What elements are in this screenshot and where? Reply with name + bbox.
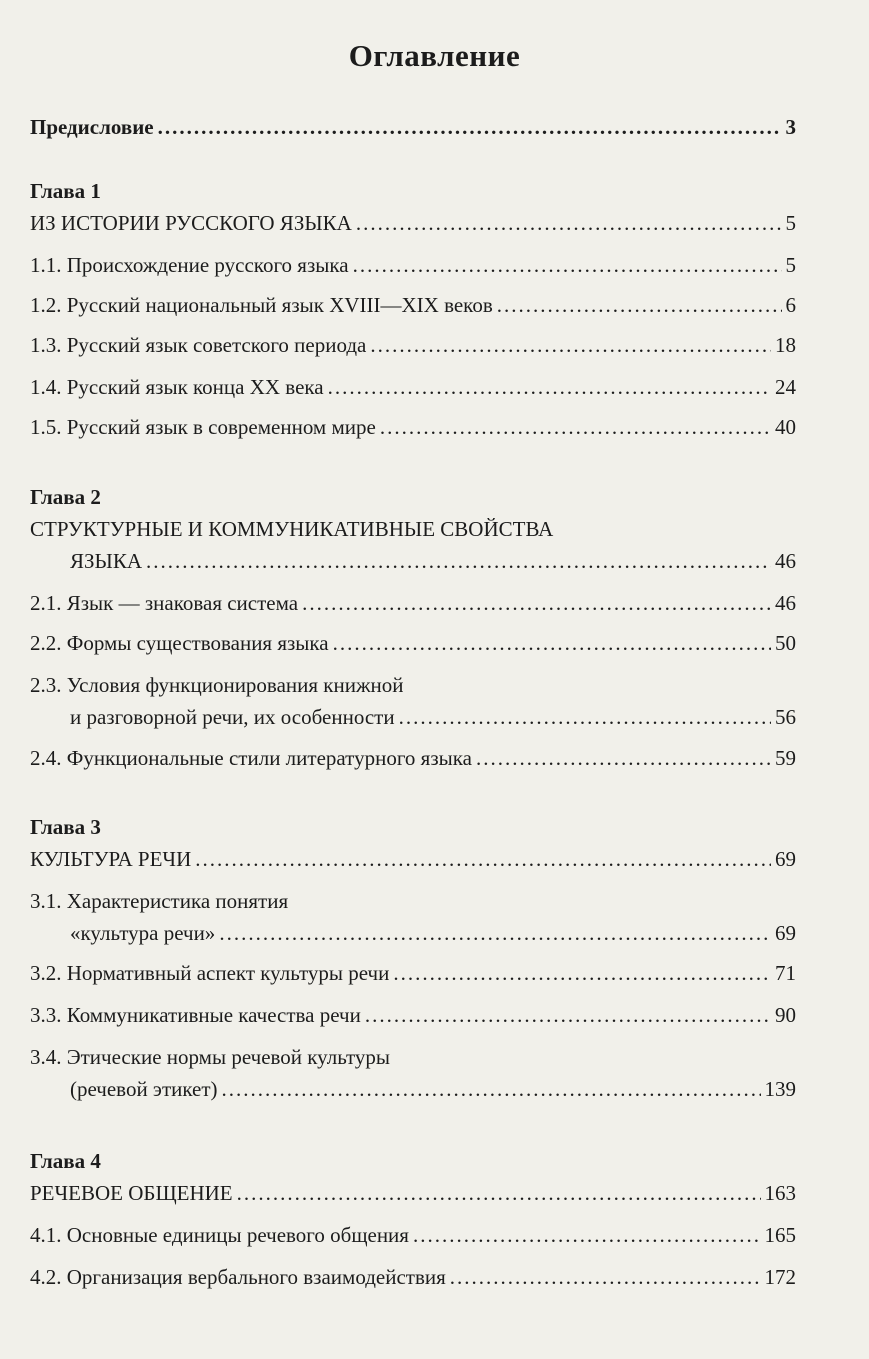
- leader-dots: [222, 1076, 761, 1102]
- entry-page: 172: [764, 1265, 796, 1289]
- entry-label: 2.1. Язык — знаковая система: [30, 591, 299, 615]
- entry-label: 3.2. Нормативный аспект культуры речи: [30, 961, 390, 985]
- entry-page: 5: [785, 253, 796, 277]
- toc-entry-section: [30, 1002, 796, 1028]
- section-label-line1: 2.3. Условия функционирования книжной: [30, 673, 404, 697]
- entry-page: 50: [775, 631, 796, 655]
- entry-label: (речевой этикет): [70, 1077, 218, 1101]
- entry-label: РЕЧЕВОЕ ОБЩЕНИЕ: [30, 1181, 233, 1205]
- entry-label: и разговорной речи, их особенности: [70, 705, 395, 729]
- leader-dots: [380, 414, 771, 440]
- chapter-heading: Глава 4: [30, 1149, 101, 1173]
- toc-entry-section: [30, 1264, 796, 1290]
- leader-dots: [497, 292, 782, 318]
- entry-page: 69: [775, 921, 796, 945]
- entry-label: 1.2. Русский национальный язык XVIII—XIX веков: [30, 293, 493, 317]
- chapter-name: СТРУКТУРНЫЕ И КОММУНИКАТИВНЫЕ СВОЙСТВА: [30, 517, 554, 541]
- toc-entry-chapter: [30, 1180, 796, 1206]
- toc-entry-section: [70, 704, 796, 730]
- leader-dots: [356, 210, 782, 236]
- leader-dots: [328, 374, 771, 400]
- entry-label: ЯЗЫКА: [70, 549, 143, 573]
- entry-label: 4.2. Организация вербального взаимодействия: [30, 1265, 446, 1289]
- entry-label: «культура речи»: [70, 921, 216, 945]
- entry-page: 59: [775, 746, 796, 770]
- toc-entry-chapter: [30, 210, 796, 236]
- entry-page: 69: [775, 847, 796, 871]
- toc-entry-section: [30, 414, 796, 440]
- toc-entry-preface: [30, 114, 796, 140]
- entry-page: 163: [764, 1181, 796, 1205]
- entry-page: 139: [764, 1077, 796, 1101]
- entry-label: 3.3. Коммуникативные качества речи: [30, 1003, 361, 1027]
- leader-dots: [219, 920, 771, 946]
- entry-page: 46: [775, 549, 796, 573]
- entry-label: 1.3. Русский язык советского периода: [30, 333, 367, 357]
- chapter-heading: Глава 2: [30, 485, 101, 509]
- toc-entry-section: [30, 252, 796, 278]
- toc-entry-section: [70, 1076, 796, 1102]
- leader-dots: [237, 1180, 761, 1206]
- leader-dots: [146, 548, 771, 574]
- entry-label: 2.4. Функциональные стили литературного языка: [30, 746, 472, 770]
- leader-dots: [399, 704, 771, 730]
- page-title: Оглавление: [348, 38, 521, 73]
- entry-page: 40: [775, 415, 796, 439]
- leader-dots: [413, 1222, 761, 1248]
- toc-entry-chapter: [70, 548, 796, 574]
- leader-dots: [476, 745, 771, 771]
- leader-dots: [353, 252, 782, 278]
- leader-dots: [333, 630, 771, 656]
- leader-dots: [158, 114, 782, 140]
- toc-entry-section: [30, 1222, 796, 1248]
- entry-page: 71: [775, 961, 796, 985]
- entry-label: 1.1. Происхождение русского языка: [30, 253, 349, 277]
- leader-dots: [393, 960, 771, 986]
- entry-page: 6: [785, 293, 796, 317]
- toc-entry-section: [30, 292, 796, 318]
- entry-label: 1.4. Русский язык конца XX века: [30, 375, 324, 399]
- toc-entry-section: [30, 745, 796, 771]
- entry-label: 1.5. Русский язык в современном мире: [30, 415, 376, 439]
- chapter-heading: Глава 1: [30, 179, 101, 203]
- leader-dots: [450, 1264, 761, 1290]
- toc-entry-section: [30, 590, 796, 616]
- entry-page: 24: [775, 375, 796, 399]
- entry-page: 3: [785, 115, 796, 139]
- entry-page: 46: [775, 591, 796, 615]
- leader-dots: [195, 846, 771, 872]
- section-label-line1: 3.1. Характеристика понятия: [30, 889, 289, 913]
- leader-dots: [370, 332, 771, 358]
- chapter-heading: Глава 3: [30, 815, 101, 839]
- entry-page: 56: [775, 705, 796, 729]
- entry-page: 5: [785, 211, 796, 235]
- entry-page: 18: [775, 333, 796, 357]
- toc-entry-section: [30, 332, 796, 358]
- entry-page: 165: [764, 1223, 796, 1247]
- leader-dots: [302, 590, 771, 616]
- entry-label: 4.1. Основные единицы речевого общения: [30, 1223, 409, 1247]
- section-label-line1: 3.4. Этические нормы речевой культуры: [30, 1045, 391, 1069]
- toc-entry-chapter: [30, 846, 796, 872]
- leader-dots: [365, 1002, 771, 1028]
- toc-entry-section: [30, 630, 796, 656]
- entry-label: 2.2. Формы существования языка: [30, 631, 329, 655]
- entry-label: ИЗ ИСТОРИИ РУССКОГО ЯЗЫКА: [30, 211, 352, 235]
- entry-label: Предисловие: [30, 115, 154, 139]
- toc-entry-section: [30, 374, 796, 400]
- entry-label: КУЛЬТУРА РЕЧИ: [30, 847, 192, 871]
- toc-entry-section: [70, 920, 796, 946]
- toc-entry-section: [30, 960, 796, 986]
- entry-page: 90: [775, 1003, 796, 1027]
